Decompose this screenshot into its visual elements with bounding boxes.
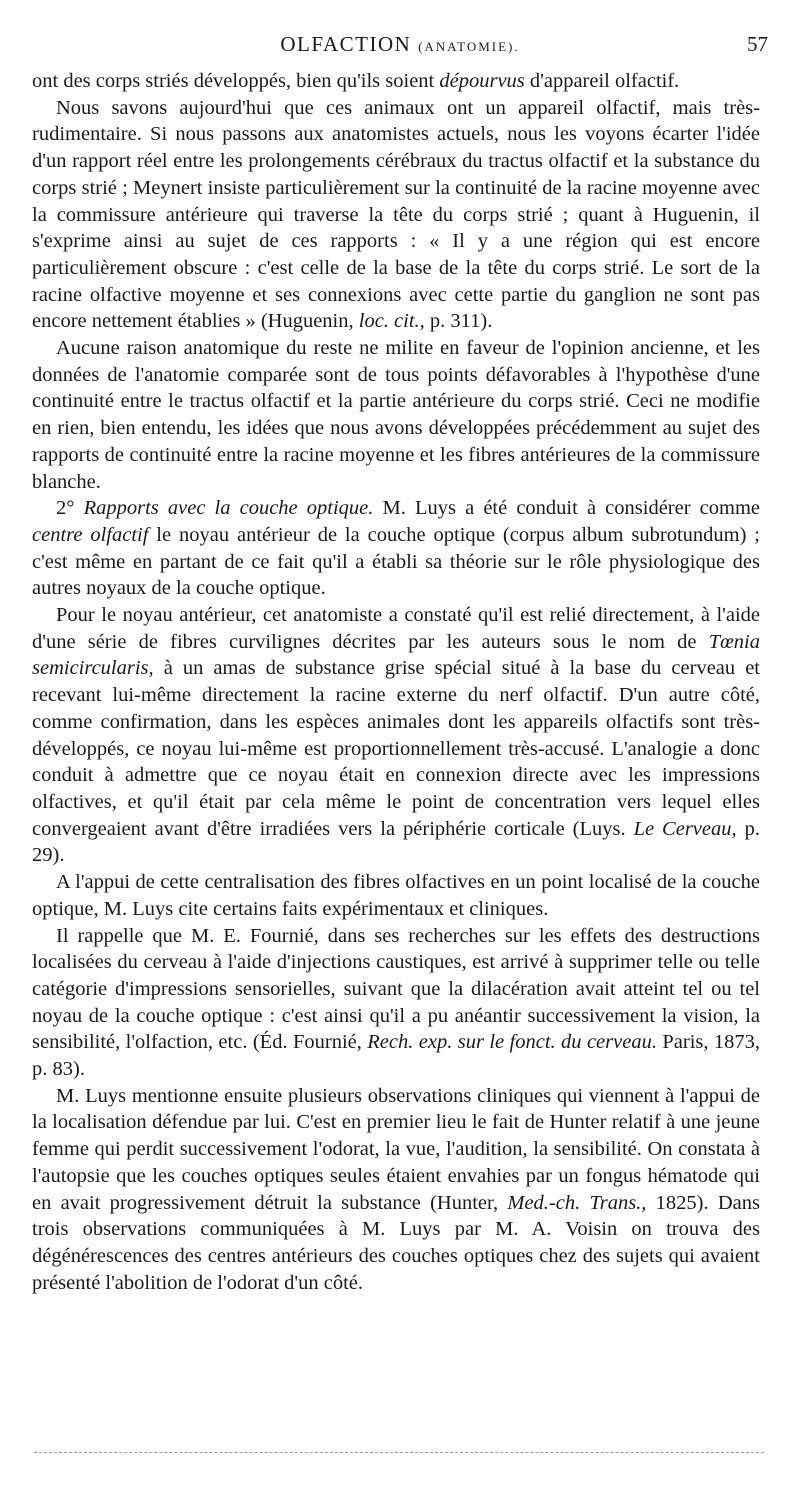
text-run: 1825). Dans trois observations communiquées à M. Luys par M. A. Voisin on trouva des dégénérescences des centres antérieurs des couches optiques chez des sujets qui avaient présenté l'abolition de l'odorat d'un côté. <box>32 1191 760 1294</box>
paragraph-2 <box>32 95 760 335</box>
text-run: , p. 311). <box>419 310 493 333</box>
text-run: Paris, 1873, p. 83). <box>32 1031 761 1081</box>
paragraph-5 <box>32 602 760 869</box>
italic-run: Tœnia semicircularis, <box>32 630 760 680</box>
running-title-main: OLFACTION <box>280 32 412 56</box>
italic-run: dépourvus <box>439 70 525 92</box>
italic-run: Rech. exp. sur le fonct. du cerveau. <box>367 1031 657 1054</box>
text-run: M. Luys mentionne ensuite plusieurs observations cliniques qui viennent à l'appui de la localisation défendue par lui. C'est en premier lieu le fait de Hunter relatif à une jeune femme qui perdit successivement l'odorat, la vue, l'audition, la sensibilité. On constata à l'autopsie que les couches optiques seules étaient envahies par un fongus hématode qui en avait progressivement détruit la substance (Hunter, <box>32 1084 760 1214</box>
text-run: à un amas de substance grise spécial situé à la base du cerveau et recevant lui-même directement la racine externe du nerf olfactif. D'un autre côté, comme confirmation, dans les espèces animales dont les appareils olfactifs sont très-développés, ce noyau lui-même est proportionnellement très-accusé. L'analogie a donc conduit à admettre que ce noyau était en connexion directe avec les impressions olfactives, et qu'il était par cela même le point de concentration vers lequel elles convergeaient avant d'être irradiées vers la périphérie corticale (Luys. <box>32 657 760 840</box>
page-number: 57 <box>747 32 768 56</box>
text-run: ont des corps striés développés, bien qu'ils soient <box>32 70 440 92</box>
text-run: Pour le noyau antérieur, cet anatomiste a constaté qu'il est relié directement, à l'aide d'une série de fibres curvilignes décrites par les auteurs sous le nom de <box>32 604 760 653</box>
italic-run: centre olfactif <box>32 523 149 546</box>
paragraph-4 <box>32 495 760 602</box>
italic-run: Med.-ch. Trans., <box>507 1191 647 1214</box>
text-run: Nous savons aujourd'hui que ces animaux ont un appareil olfactif, mais très-rudimentaire. Si nous passons aux anatomistes actuels, nous les voyons écarter l'idée d'un rapport réel entre les prolongements cérébraux du tractus olfactif et la substance du corps strié ; Meynert insiste particulièrement sur la continuité de la racine moyenne avec la commissure antérieure qui traverse la tête du corps strié ; quant à Huguenin, il s'exprime ainsi au sujet de ces rapports : « Il y a une région qui est encore particulièrement obscure : c'est celle de la base de la tête du corps strié. Le sort de la racine olfactive moyenne et ses connexions avec cette partie du ganglion ne sont pas encore nettement établies » (Huguenin, <box>32 96 760 333</box>
section-heading-italic: Rapports avec la couche optique. <box>83 497 374 520</box>
text-run: d'appareil olfactif. <box>524 70 680 92</box>
text-run: Il rappelle que M. E. Fournié, dans ses recherches sur les effets des destructions localisées du cerveau à l'aide d'injections caustiques, est arrivé à supprimer telle ou telle catégorie d'impressions sensorielles, suivant que la dilacération avait atteint tel ou tel noyau de la couche optique : c'est ainsi qu'il a pu anéantir successivement la vision, la sensibilité, l'olfaction, etc. (Éd. Fournié, <box>32 924 760 1054</box>
paragraph-3: Aucune raison anatomique du reste ne milite en faveur de l'opinion ancienne, et les données de l'anatomie comparée sont de tous points défavorables à l'hypothèse d'une continuité entre le tractus olfactif et la partie antérieure du corps strié. Ceci ne modifie en rien, bien entendu, les idées que nous avons développées précédemment au sujet des rapports de continuité entre la racine moyenne et les fibres antérieures de la commissure blanche. <box>32 337 760 493</box>
text-run: le noyau antérieur de la couche optique (corpus album subrotundum) ; c'est même en partant de ce fait qu'il a établi sa théorie sur le rôle physiologique des autres noyaux de la couche optique. <box>32 523 760 600</box>
text-run: 2° <box>56 497 84 520</box>
paragraph-8 <box>32 1083 760 1297</box>
text-run: p. 29). <box>32 817 760 867</box>
text-run: M. Luys a été conduit à considérer comme <box>373 497 760 520</box>
italic-run: Le Cerveau, <box>633 817 737 840</box>
footer-dotted-rule <box>34 1452 764 1453</box>
italic-run: loc. cit. <box>358 310 420 333</box>
running-title-subtitle: (ANATOMIE). <box>418 39 520 54</box>
paragraph-6: A l'appui de cette centralisation des fibres olfactives en un point localisé de la couche optique, M. Luys cite certains faits expérimentaux et cliniques. <box>32 871 760 920</box>
page-header <box>32 32 768 60</box>
paragraph-7 <box>32 923 760 1083</box>
body-text <box>32 68 760 1296</box>
paragraph-1 <box>32 68 760 95</box>
running-title <box>32 32 768 57</box>
